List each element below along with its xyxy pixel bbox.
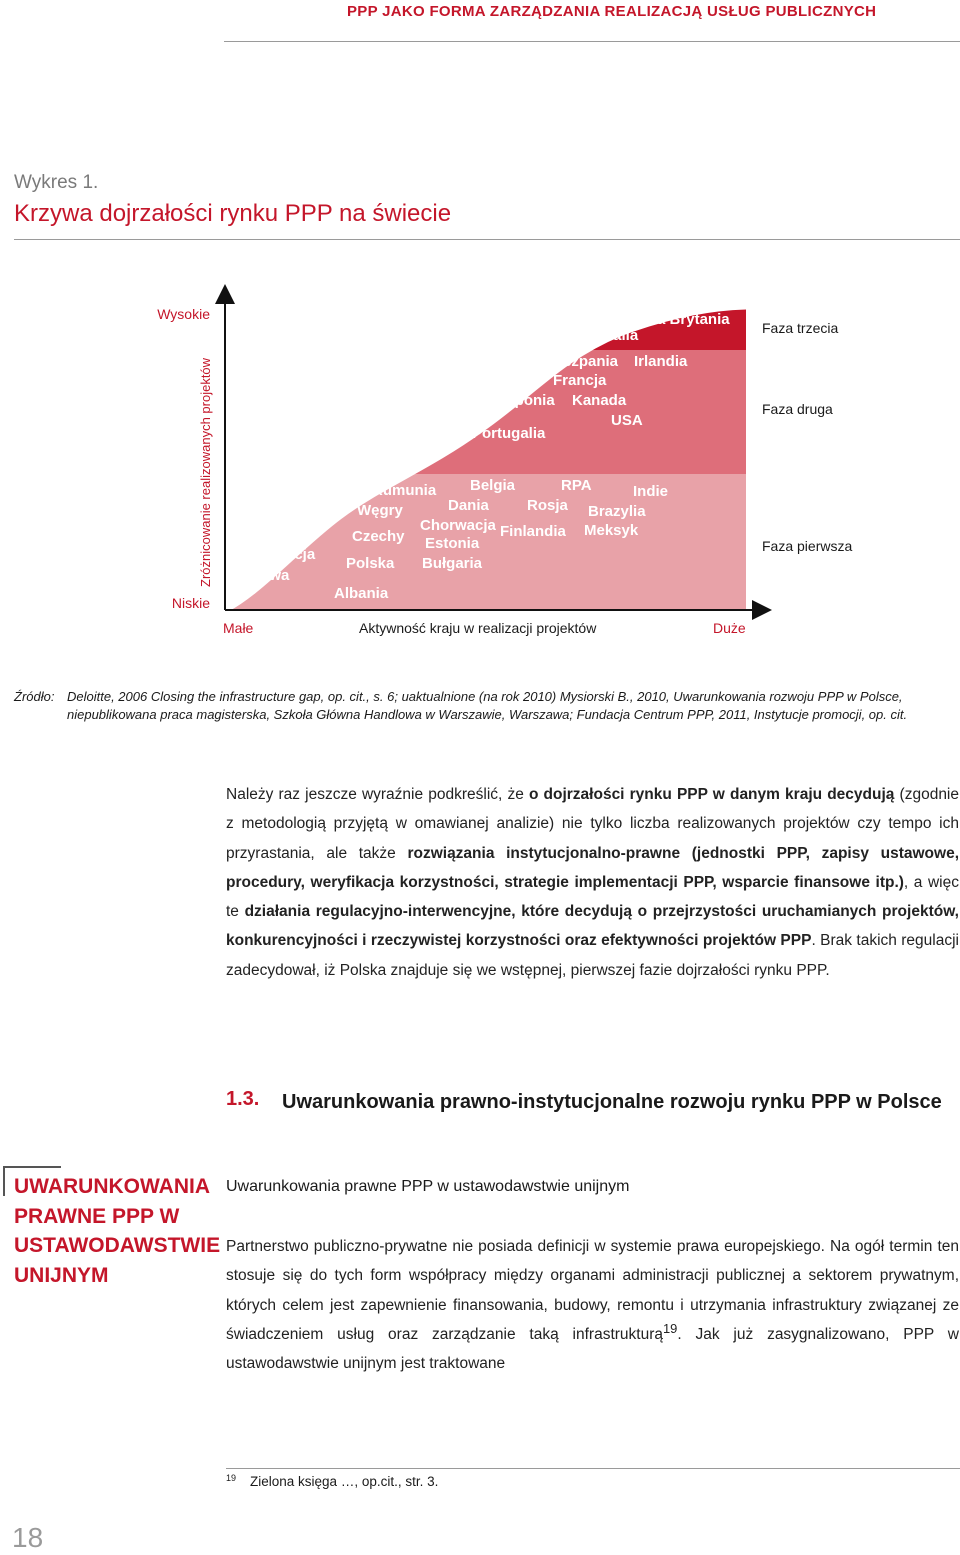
bold-run: o dojrzałości rynku PPP w danym kraju decydują — [528, 786, 895, 803]
country-label: Wielka Brytania — [618, 311, 730, 328]
text-run: . Jak już zasygnalizowano, PPP w ustawodawstwie unijnym jest traktowane — [226, 1325, 959, 1373]
maturity-curve-chart — [0, 280, 960, 650]
body-paragraph-2 — [226, 1232, 959, 1378]
source-label: Źródło: — [14, 689, 55, 704]
figure-source — [14, 688, 944, 724]
country-label: Meksyk — [584, 522, 639, 539]
side-label: UWARUNKOWANIA PRAWNE PPP W USTAWODAWSTWIE UNIJNYM — [14, 1175, 221, 1287]
country-label: Polska — [346, 555, 395, 572]
country-label: Rumunia — [372, 482, 437, 499]
y-axis-high: Wysokie — [157, 306, 210, 322]
phase-label-first: Faza pierwsza — [762, 538, 853, 554]
text-run: Należy raz jeszcze wyraźnie podkreślić, że — [226, 786, 529, 803]
country-label: Albania — [334, 585, 389, 602]
body-paragraph-1 — [226, 780, 959, 985]
country-label: Australia — [574, 327, 639, 344]
y-axis-low: Niskie — [171, 595, 210, 611]
footnote-text: Zielona księga …, op.cit., str. 3. — [250, 1474, 439, 1489]
figure-title: Krzywa dojrzałości rynku PPP na świecie — [14, 200, 452, 227]
figure-label: Wykres 1. — [14, 172, 99, 193]
text-run: , a więc te — [226, 873, 959, 921]
country-label: Chorwacja — [420, 517, 496, 534]
country-label: Chiny — [255, 509, 297, 526]
page-number: 18 — [12, 1522, 44, 1553]
country-label: Bułgaria — [422, 555, 483, 572]
country-label: Francja — [553, 372, 607, 389]
running-header: PPP JAKO FORMA ZARZĄDZANIA REALIZACJĄ USŁUG PUBLICZNYCH — [347, 3, 877, 20]
section-number: 1.3. — [226, 1088, 260, 1110]
subheading: Uwarunkowania prawne PPP w ustawodawstwie unijnym — [226, 1178, 630, 1195]
country-label: Kanada — [572, 392, 627, 409]
country-label: Finlandia — [500, 523, 566, 540]
x-axis-low: Małe — [223, 620, 254, 636]
bold-run: działania regulacyjno-interwencyjne, które decydują o przejrzystości uruchamianych projektów, konkurencyjności i rzeczywistej korzystności oraz efektywności projektów PPP — [226, 903, 959, 950]
footnote-number: 19 — [226, 1472, 237, 1483]
text-run: (zgodnie z metodologią przyjętą w omawianej analizie) nie tylko liczba realizowanych projektów czy tempo ich przyrastania, ale także — [226, 786, 959, 862]
country-label: Rosja — [527, 497, 568, 514]
country-label: Włochy — [456, 372, 510, 389]
country-label: Litwa — [251, 567, 290, 584]
country-label: USA — [611, 412, 643, 429]
country-label: Dania — [448, 497, 489, 514]
country-label: Niemcy — [481, 351, 535, 368]
country-label: Holandia — [390, 392, 454, 409]
bold-run: rozwiązania instytucjonalno-prawne (jednostki PPP, zapisy ustawowe, procedury, weryfikacja korzystności, strategie implementacji PPP, wsparcie finansowe itp.) — [226, 844, 959, 891]
country-label: Brazylia — [588, 503, 646, 520]
y-axis-label: Zróżnicowanie realizowanych projektów — [198, 357, 213, 587]
phase-label-second: Faza druga — [762, 401, 833, 417]
country-label: Grecja — [348, 412, 395, 429]
country-label: Hiszpania — [548, 353, 619, 370]
text-run: Partnerstwo publiczno-prywatne nie posiada definicji w systemie prawa europejskiego. Na ogół termin ten stosuje się do tych form współpracy między organami administracji publicznej a sektorem prywatnym, których celem jest zapewnienie finansowania, budowy, remontu i utrzymania infrastruktury związanej ze świadczeniem usług oraz zarządzanie taką infrastrukturą — [226, 1238, 959, 1343]
country-label: Portugalia — [472, 425, 546, 442]
figure-rule — [14, 239, 960, 240]
country-label: Estonia — [425, 535, 480, 552]
country-label: Irlandia — [634, 353, 688, 370]
text-run: . Brak takich regulacji zadecydował, iż Polska znajduje się we wstępnej, pierwszej fazie dojrzałości rynku PPP. — [226, 932, 959, 979]
footnote-ref: 19 — [663, 1320, 678, 1336]
footnote-rule — [226, 1468, 960, 1469]
country-label: Czechy — [352, 528, 405, 545]
country-label: Japonia — [498, 392, 555, 409]
phase-label-third: Faza trzecia — [762, 320, 839, 336]
country-label: Węgry — [357, 502, 403, 519]
country-label: RPA — [561, 477, 592, 494]
x-axis-label: Aktywność kraju w realizacji projektów — [359, 620, 597, 636]
section-title: Uwarunkowania prawno-instytucjonalne rozwoju rynku PPP w Polsce — [282, 1091, 942, 1113]
header-rule — [224, 41, 960, 42]
country-label: Indie — [633, 483, 669, 500]
country-label: Nowa Zelandia — [337, 437, 443, 454]
x-axis-high: Duże — [713, 620, 746, 636]
country-label: Belgia — [470, 477, 516, 494]
footnote — [226, 1474, 438, 1489]
country-label: Słowacja — [251, 546, 316, 563]
source-text: Deloitte, 2006 Closing the infrastructure gap, op. cit., s. 6; uaktualnione (na rok 2010) Mysiorski B., 2010, Uwarunkowania rozwoju PPP w Polsce, niepublikowana praca magisterska, Szkoła Główna Handlowa w Warszawie, Warszawa; Fundacja Centrum PPP, 2011, Instytucje promocji, op. cit. — [67, 689, 908, 722]
